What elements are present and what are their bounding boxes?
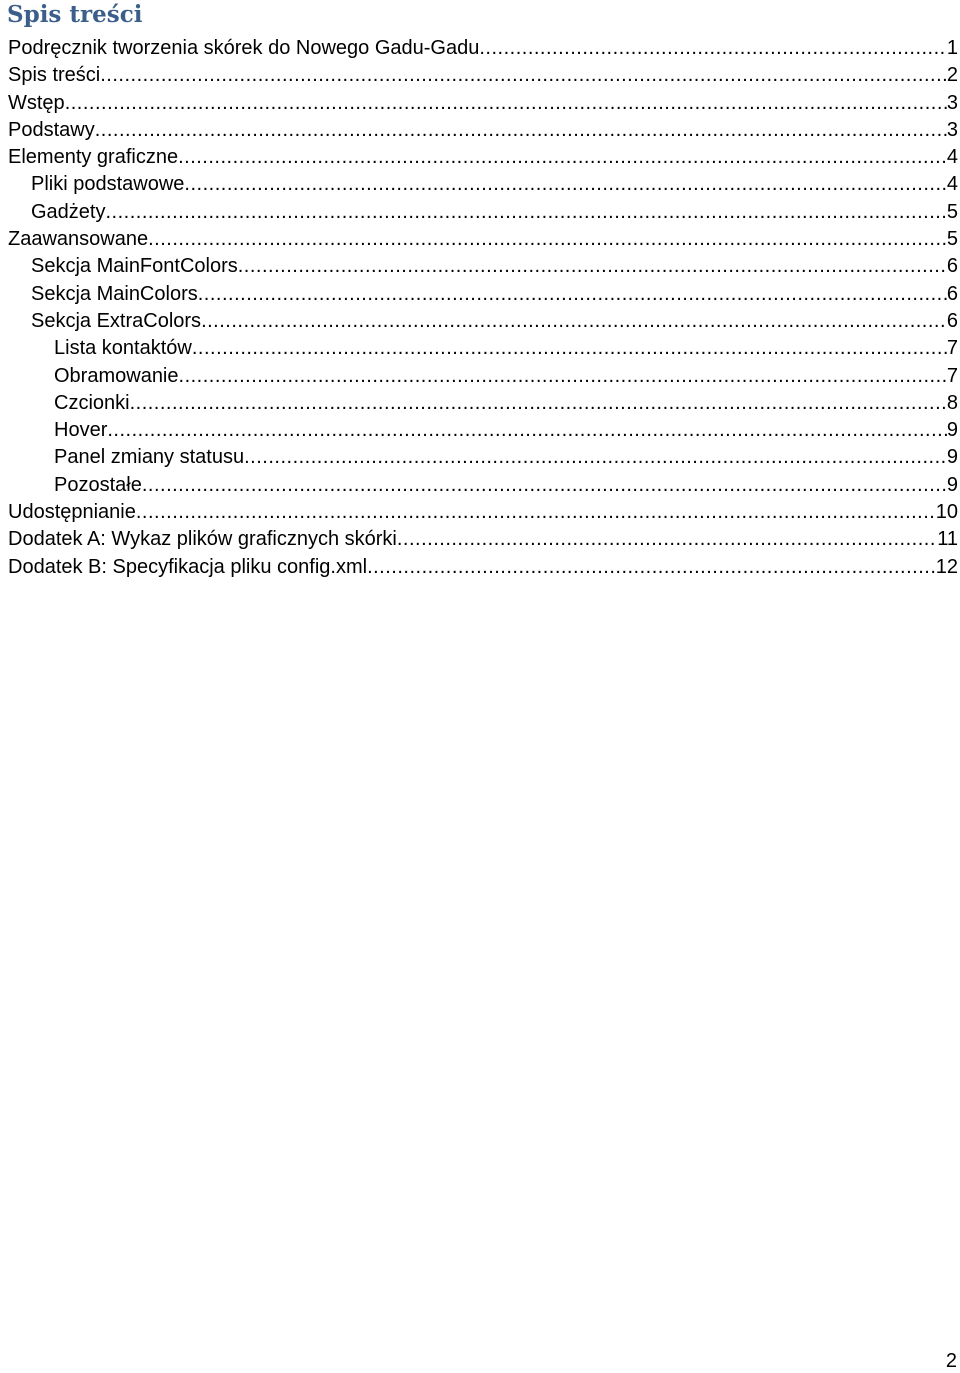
toc-entry[interactable]: [8, 363, 958, 390]
toc-entry-page: 6: [946, 255, 958, 278]
toc-entry-page: 3: [946, 91, 958, 114]
toc-dot-leader: [367, 554, 936, 581]
toc-entry[interactable]: [8, 199, 958, 226]
toc-entry-title: Panel zmiany statusu: [54, 446, 245, 469]
toc-dot-leader: [136, 499, 936, 526]
toc-dot-leader: [100, 62, 947, 89]
toc-entry[interactable]: [8, 117, 958, 144]
toc-entry-page: 6: [946, 282, 958, 305]
toc-entry[interactable]: [8, 308, 958, 335]
toc-entry[interactable]: [8, 226, 958, 253]
toc-entry-title: Sekcja MainFontColors: [31, 255, 238, 278]
toc-entry-page: 5: [946, 200, 958, 223]
toc-dot-leader: [178, 144, 947, 171]
toc-entry-title: Sekcja ExtraColors: [31, 309, 202, 332]
toc-dot-leader: [192, 335, 947, 362]
toc-entry-title: Sekcja MainColors: [31, 282, 198, 305]
toc-entry-page: 8: [946, 391, 958, 414]
toc-entry[interactable]: [8, 526, 958, 553]
toc-entry-page: 4: [946, 173, 958, 196]
toc-entry-title: Zaawansowane: [8, 228, 149, 251]
toc-dot-leader: [238, 253, 947, 280]
toc-entry-page: 10: [935, 501, 958, 524]
page-number: 2: [945, 1350, 957, 1372]
toc-entry-page: 12: [935, 555, 958, 578]
toc-entry-title: Dodatek B: Specyfikacja pliku config.xml: [8, 555, 368, 578]
toc-dot-leader: [65, 90, 947, 117]
toc-entry-title: Hover: [54, 419, 108, 442]
toc-entry-page: 9: [946, 473, 958, 496]
toc-dot-leader: [105, 199, 946, 226]
toc-entry[interactable]: [8, 62, 958, 89]
toc-dot-leader: [148, 226, 947, 253]
toc-entry-title: Dodatek A: Wykaz plików graficznych skórki: [8, 528, 397, 551]
toc-entry-title: Podstawy: [8, 118, 95, 141]
toc-entry[interactable]: [8, 335, 958, 362]
toc-dot-leader: [130, 390, 947, 417]
toc-entry[interactable]: [8, 472, 958, 499]
toc-dot-leader: [201, 308, 947, 335]
toc-entry-title: Wstęp: [8, 91, 65, 114]
toc-entry-title: Udostępnianie: [8, 501, 136, 524]
toc-entry[interactable]: [8, 35, 958, 62]
toc-entry-title: Obramowanie: [54, 364, 179, 387]
toc-entry-page: 1: [946, 37, 958, 59]
toc-dot-leader: [198, 281, 947, 308]
toc-entry-title: Lista kontaktów: [54, 337, 192, 360]
toc-dot-leader: [479, 35, 947, 62]
table-of-contents: [8, 35, 958, 581]
toc-entry-page: 3: [946, 118, 958, 141]
toc-entry-page: 5: [946, 228, 958, 251]
toc-entry[interactable]: [8, 90, 958, 117]
toc-entry-page: 7: [946, 337, 958, 360]
toc-dot-leader: [244, 444, 947, 471]
toc-entry[interactable]: [8, 417, 958, 444]
toc-entry[interactable]: [8, 554, 958, 581]
toc-heading: Spis treści: [7, 1, 143, 28]
toc-entry[interactable]: [8, 144, 958, 171]
toc-entry[interactable]: [8, 390, 958, 417]
toc-entry-title: Czcionki: [54, 391, 130, 414]
toc-entry[interactable]: [8, 171, 958, 198]
toc-entry-page: 2: [946, 64, 958, 87]
toc-entry-page: 7: [946, 364, 958, 387]
toc-entry-title: Gadżety: [31, 200, 106, 223]
toc-dot-leader: [142, 472, 947, 499]
toc-entry-title: Pozostałe: [54, 473, 142, 496]
toc-entry[interactable]: [8, 253, 958, 280]
toc-entry-page: 4: [946, 146, 958, 169]
toc-entry-page: 9: [946, 419, 958, 442]
toc-dot-leader: [397, 526, 937, 553]
toc-entry-title: Elementy graficzne: [8, 146, 179, 169]
toc-entry-page: 9: [946, 446, 958, 469]
toc-entry[interactable]: [8, 444, 958, 471]
toc-entry-title: Pliki podstawowe: [31, 173, 185, 196]
toc-entry-title: Spis treści: [8, 64, 101, 87]
toc-entry[interactable]: [8, 499, 958, 526]
toc-entry-title: Podręcznik tworzenia skórek do Nowego Gadu-Gadu: [8, 37, 480, 59]
toc-entry-page: 6: [946, 309, 958, 332]
toc-entry-page: 11: [937, 528, 958, 551]
toc-dot-leader: [184, 171, 946, 198]
toc-dot-leader: [95, 117, 947, 144]
toc-dot-leader: [179, 363, 947, 390]
toc-dot-leader: [107, 417, 947, 444]
toc-entry[interactable]: [8, 281, 958, 308]
